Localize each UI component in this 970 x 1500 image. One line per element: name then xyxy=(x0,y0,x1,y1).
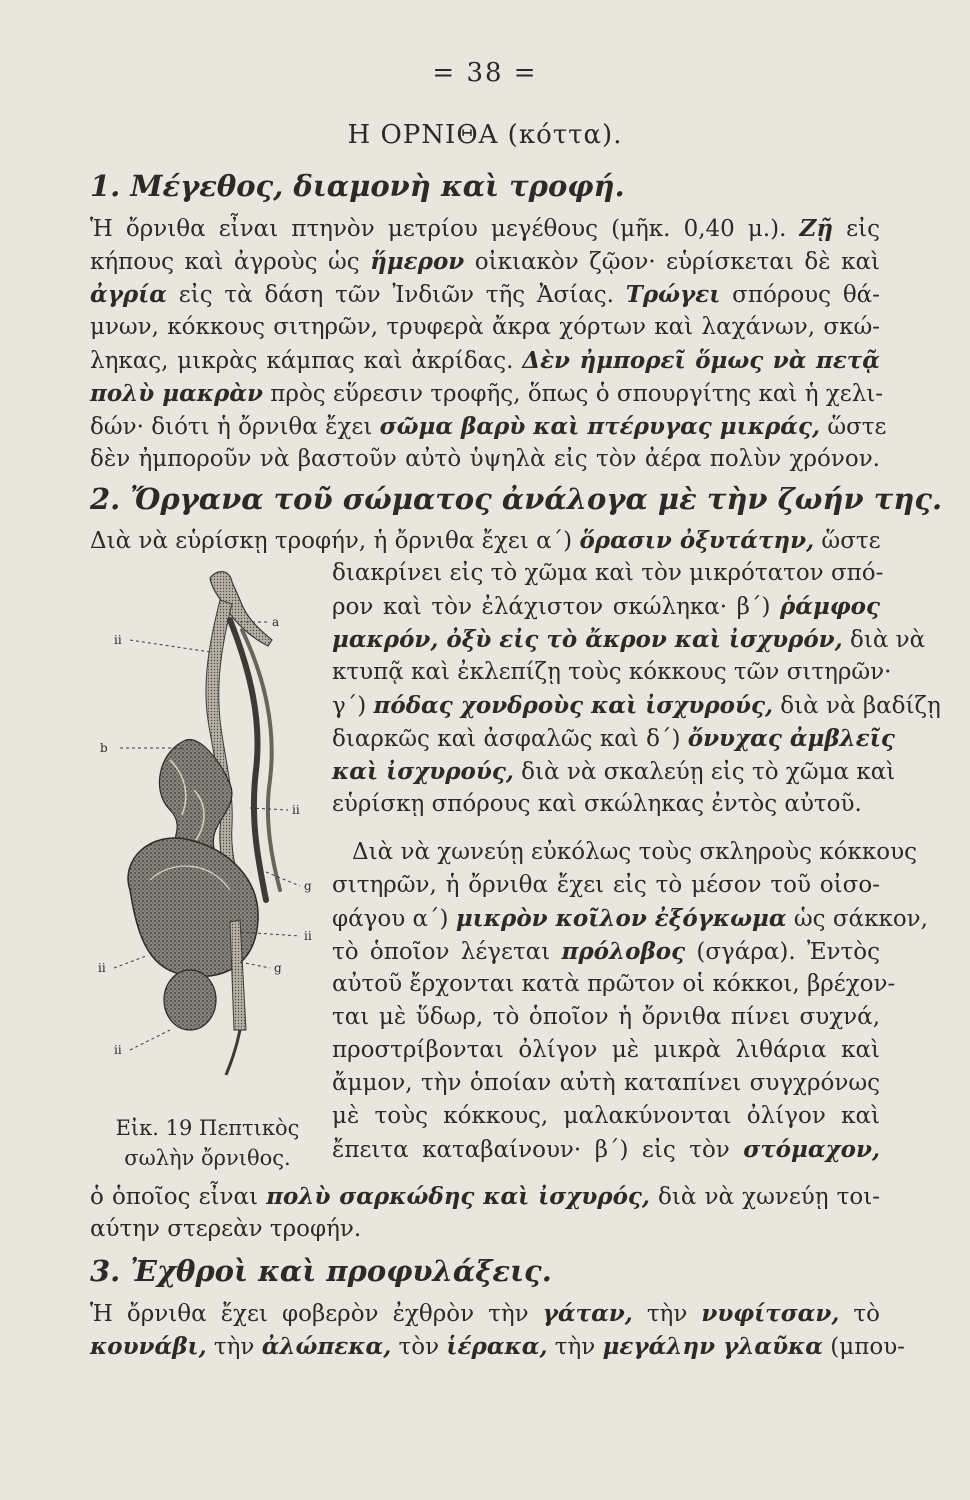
text-line: καὶ ἰσχυρούς, διὰ νὰ σκαλεύῃ εἰς τὸ χῶμα καὶ xyxy=(332,758,896,785)
text-line: σιτηρῶν, ἡ ὄρνιθα ἔχει εἰς τὸ μέσον τοῦ οἰσο- xyxy=(332,872,880,898)
svg-text:g: g xyxy=(274,961,282,975)
text-line: ἄμμον, τὴν ὁποίαν αὐτὴ καταπίνει συγχρόνως xyxy=(332,1070,880,1096)
text-line: μὲ τοὺς κόκκους, μαλακύνονται ὀλίγον καὶ xyxy=(332,1103,880,1129)
caption-line: σωλὴν ὄρνιθος. xyxy=(124,1146,291,1170)
text-line: Ἡ ὄρνιθα ἔχει φοβερὸν ἐχθρὸν τὴν γάταν, τὴν νυφίτσαν, τὸ xyxy=(90,1300,881,1327)
digestive-tract-illustration xyxy=(90,560,330,1090)
text-line: αὐτοῦ ἔρχονται κατὰ πρῶτον οἱ κόκκοι, βρέχον- xyxy=(332,971,896,997)
section-heading-3: 3. Ἐχθροὶ καὶ προφυλάξεις. xyxy=(90,1254,552,1288)
text-line: κτυπᾷ καὶ ἐκλεπίζῃ τοὺς κόκκους τῶν σιτηρῶν· xyxy=(332,659,892,685)
text-line: ληκας, μικρὰς κάμπας καὶ ἀκρίδας. Δὲν ἠμπορεῖ ὅμως νὰ πετᾷ xyxy=(90,347,880,374)
svg-text:ii: ii xyxy=(114,1043,122,1057)
text-line: φάγου α΄) μικρὸν κοῖλον ἐξόγκωμα ὡς σάκκον, xyxy=(332,905,928,932)
text-line: δὲν ἠμποροῦν νὰ βαστοῦν αὐτὸ ὑψηλὰ εἰς τὸν ἀέρα πολὺν χρόνον. xyxy=(90,446,880,472)
svg-text:b: b xyxy=(100,741,108,755)
text-line: προστρίβονται ὀλίγον μὲ μικρὰ λιθάρια καὶ xyxy=(332,1037,880,1063)
text-line: εὑρίσκῃ σπόρους καὶ σκώληκας ἐντὸς αὐτοῦ. xyxy=(332,791,862,817)
svg-text:ii: ii xyxy=(98,961,106,975)
page-title: Η ΟΡΝΙΘΑ (κόττα). xyxy=(347,120,623,150)
svg-text:ii: ii xyxy=(292,803,300,817)
text-line: γ΄) πόδας χονδροὺς καὶ ἰσχυρούς, διὰ νὰ βαδίζῃ xyxy=(332,692,941,719)
figure-caption xyxy=(100,1113,315,1173)
text-line: ρον καὶ τὸν ἐλάχιστον σκώληκα· β΄) ῥάμφος xyxy=(332,593,880,620)
text-line: πολὺ μακρὰν πρὸς εὕρεσιν τροφῆς, ὅπως ὁ σπουργίτης καὶ ἡ χελι- xyxy=(90,380,884,407)
text-line: ἀγρία εἰς τὰ δάση τῶν Ἰνδιῶν τῆς Ἀσίας. Τρώγει σπόρους θά- xyxy=(90,281,880,308)
svg-text:ii: ii xyxy=(114,633,122,647)
page-number: = 38 = xyxy=(432,58,538,88)
text-line: μακρόν, ὀξὺ εἰς τὸ ἄκρον καὶ ἰσχυρόν, διὰ νὰ xyxy=(332,626,926,653)
text-line: αύτην στερεὰν τροφήν. xyxy=(90,1216,362,1242)
text-line: δών· διότι ἡ ὄρνιθα ἔχει σῶμα βαρὺ καὶ πτέρυγας μικράς, ὥστε xyxy=(90,413,887,440)
svg-text:g: g xyxy=(304,879,312,893)
text-line: διακρίνει εἰς τὸ χῶμα καὶ τὸν μικρότατον σπό- xyxy=(332,560,884,586)
section-heading-2: 2. Ὄργανα τοῦ σώματος ἀνάλογα μὲ τὴν ζωήν της. xyxy=(90,482,943,516)
text-line: ται μὲ ὕδωρ, τὸ ὁποῖον ἡ ὄρνιθα πίνει συχνά, xyxy=(332,1004,880,1030)
section-heading-1: 1. Μέγεθος, διαμονὴ καὶ τροφή. xyxy=(90,169,625,203)
text-line: Διὰ νὰ εὑρίσκῃ τροφήν, ἡ ὄρνιθα ἔχει α΄) ὅρασιν ὀξυτάτην, ὥστε xyxy=(90,527,881,554)
text-line: διαρκῶς καὶ ἀσφαλῶς καὶ δ΄) ὄνυχας ἀμβλεῖς xyxy=(332,725,895,752)
caption-line: Εἰκ. 19 Πεπτικὸς xyxy=(115,1116,300,1140)
text-line: τὸ ὁποῖον λέγεται πρόλοβος (σγάρα). Ἐντὸς xyxy=(332,938,880,965)
text-line: Διὰ νὰ χωνεύῃ εὐκόλως τοὺς σκληροὺς κόκκους xyxy=(352,839,918,865)
text-line: κήπους καὶ ἀγροὺς ὡς ἥμερον οἰκιακὸν ζῷον· εὑρίσκεται δὲ καὶ xyxy=(90,248,880,275)
text-line: μνων, κόκκους σιτηρῶν, τρυφερὰ ἄκρα χόρτων καὶ λαχάνων, σκώ- xyxy=(90,314,880,340)
text-line: ὁ ὁποῖος εἶναι πολὺ σαρκώδης καὶ ἰσχυρός, διὰ νὰ χωνεύῃ τοι- xyxy=(90,1183,880,1210)
text-line: ἔπειτα καταβαίνουν· β΄) εἰς τὸν στόμαχον, xyxy=(332,1136,880,1163)
svg-text:a: a xyxy=(272,615,280,629)
svg-text:ii: ii xyxy=(304,929,312,943)
text-line: Ἡ ὄρνιθα εἶναι πτηνὸν μετρίου μεγέθους (μῆκ. 0,40 μ.). Ζῇ εἰς xyxy=(90,215,880,242)
text-line: κουνάβι, τὴν ἀλώπεκα, τὸν ἱέρακα, τὴν μεγάλην γλαῦκα (μπου- xyxy=(90,1333,905,1360)
